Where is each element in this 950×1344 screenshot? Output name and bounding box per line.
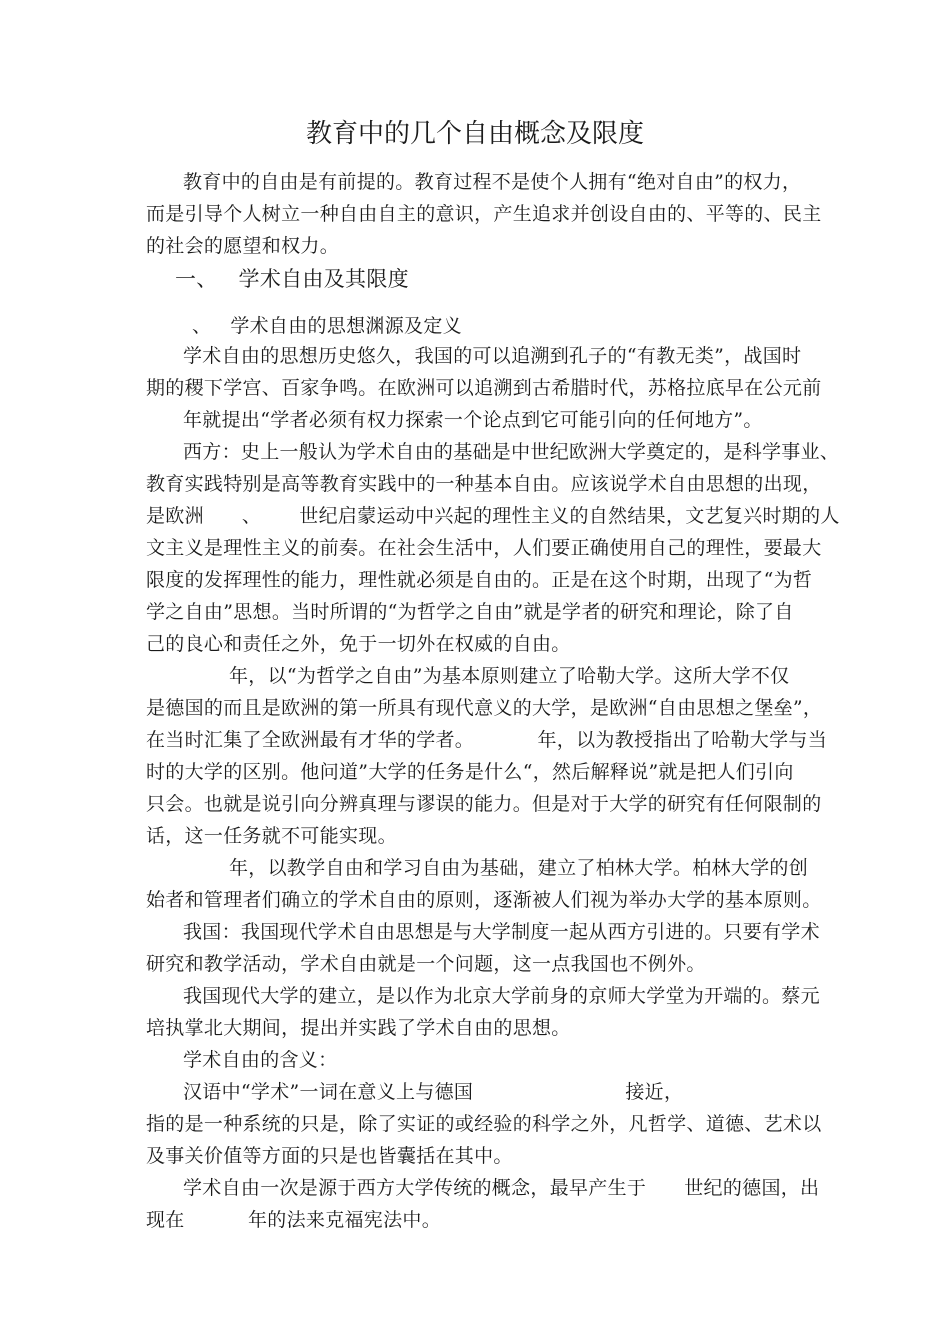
paragraph-line: 学之自由”思想。当时所谓的“为哲学之自由”就是学者的研究和理论，除了自 — [146, 601, 794, 623]
paragraph-line: 是德国的而且是欧洲的第一所具有现代意义的大学，是欧洲“自由思想之堡垒”， — [146, 697, 823, 719]
section-heading: 一、 学术自由及其限度 — [175, 267, 409, 291]
paragraph-line: 己的良心和责任之外，免于一切外在权威的自由。 — [146, 633, 571, 655]
paragraph-line: 而是引导个人树立一种自由自主的意识，产生追求并创设自由的、平等的、民主 — [146, 203, 822, 225]
document-title: 教育中的几个自由概念及限度 — [305, 119, 644, 149]
paragraph-line: 始者和管理者们确立的学术自由的原则，逐渐被人们视为举办大学的基本原则。 — [146, 889, 822, 911]
paragraph-line: 年就提出“学者必须有权力探索一个论点到它可能引向的任何地方”。 — [183, 409, 763, 431]
paragraph-line: 学术自由的含义： — [183, 1049, 338, 1071]
paragraph-line: 是欧洲 、 世纪启蒙运动中兴起的理性主义的自然结果，文艺复兴时期的人 — [146, 505, 840, 527]
paragraph-line: 期的稷下学宫、百家争鸣。在欧洲可以追溯到古希腊时代，苏格拉底早在公元前 — [146, 377, 822, 399]
paragraph-line: 年，以教学自由和学习自由为基础，建立了柏林大学。柏林大学的创 — [229, 857, 809, 879]
paragraph-line: 的社会的愿望和权力。 — [146, 235, 340, 257]
subsection-heading: 、 学术自由的思想渊源及定义 — [192, 315, 462, 337]
paragraph-line: 时的大学的区别。他问道”大学的任务是什么“，然后解释说”就是把人们引向 — [146, 761, 794, 783]
paragraph-line: 教育实践特别是高等教育实践中的一种基本自由。应该说学术自由思想的出现， — [146, 473, 822, 495]
paragraph-line: 学术自由一次是源于西方大学传统的概念，最早产生于 世纪的德国，出 — [183, 1177, 820, 1199]
paragraph-line: 在当时汇集了全欧洲最有才华的学者。 年，以为教授指出了哈勒大学与当 — [146, 729, 827, 751]
paragraph-line: 我国：我国现代学术自由思想是与大学制度一起从西方引进的。只要有学术 — [183, 921, 820, 943]
paragraph-line: 培执掌北大期间，提出并实践了学术自由的思想。 — [146, 1017, 571, 1039]
paragraph-line: 及事关价值等方面的只是也皆囊括在其中。 — [146, 1145, 513, 1167]
paragraph-line: 教育中的自由是有前提的。教育过程不是使个人拥有“绝对自由”的权力， — [183, 171, 802, 193]
paragraph-line: 研究和教学活动，学术自由就是一个问题，这一点我国也不例外。 — [146, 953, 706, 975]
paragraph-line: 学术自由的思想历史悠久，我国的可以追溯到孔子的“有教无类”，战国时 — [183, 345, 802, 367]
paragraph-line: 只会。也就是说引向分辨真理与谬误的能力。但是对于大学的研究有任何限制的 — [146, 793, 822, 815]
paragraph-line: 文主义是理性主义的前奏。在社会生活中，人们要正确使用自己的理性，要最大 — [146, 537, 822, 559]
paragraph-line: 话，这一任务就不可能实现。 — [146, 825, 397, 847]
paragraph-line: 限度的发挥理性的能力，理性就必须是自由的。正是在这个时期，出现了“为哲 — [146, 569, 813, 591]
paragraph-line: 汉语中“学术”一词在意义上与德国 接近， — [183, 1081, 684, 1103]
paragraph-line: 现在 年的法来克福宪法中。 — [146, 1209, 441, 1231]
paragraph-line: 西方：史上一般认为学术自由的基础是中世纪欧洲大学奠定的，是科学事业、 — [183, 441, 840, 463]
paragraph-line: 年，以“为哲学之自由”为基本原则建立了哈勒大学。这所大学不仅 — [229, 665, 790, 687]
paragraph-line: 指的是一种系统的只是，除了实证的或经验的科学之外，凡哲学、道德、艺术以 — [146, 1113, 822, 1135]
paragraph-line: 我国现代大学的建立，是以作为北京大学前身的京师大学堂为开端的。蔡元 — [183, 985, 820, 1007]
